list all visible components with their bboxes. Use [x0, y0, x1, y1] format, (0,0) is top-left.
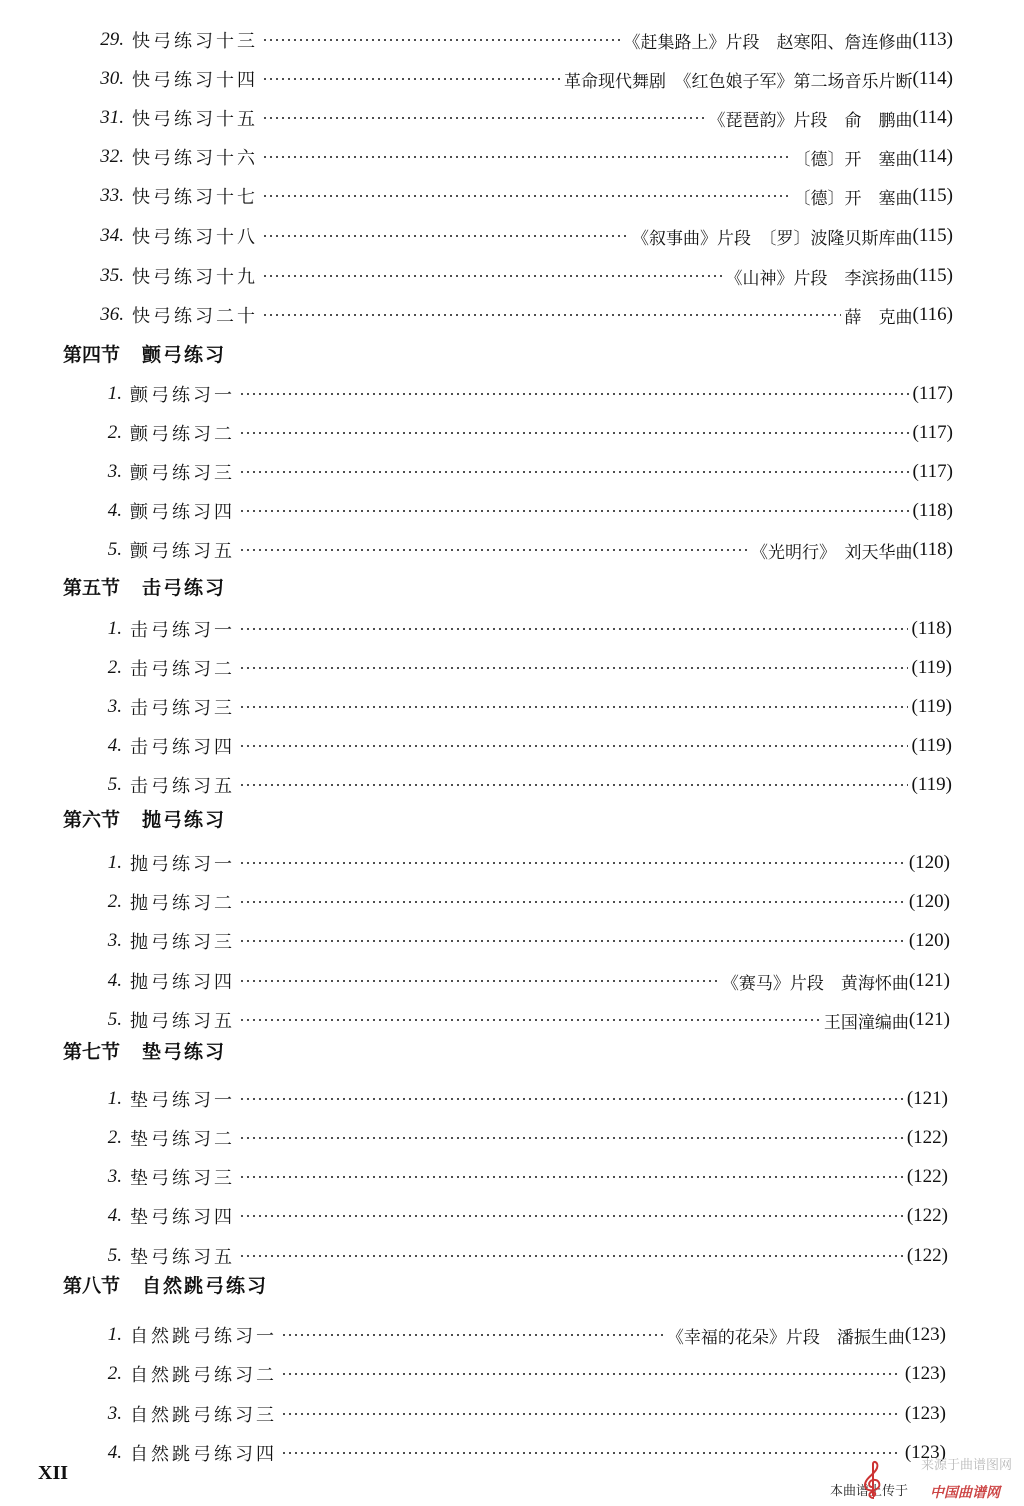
entry-title: 抛弓练习三: [130, 932, 235, 953]
toc-entry: [90, 1123, 948, 1153]
entry-number: 4.: [107, 735, 122, 756]
entry-page: (123): [904, 1403, 946, 1424]
dot-leader: [239, 510, 909, 512]
page-number: XII: [38, 1462, 69, 1484]
entry-page: (120): [908, 891, 950, 912]
watermark-source-text: 来源于曲谱图网: [920, 1458, 1012, 1473]
entry-number: 2.: [107, 1127, 122, 1148]
section-title: 击弓练习: [142, 576, 227, 599]
dot-leader: [262, 156, 790, 158]
entry-title: 快弓练习二十: [132, 306, 258, 327]
entry-number: 29.: [100, 29, 124, 50]
entry-page: (122): [906, 1166, 948, 1187]
watermark-upload-text: 本曲谱上传于: [830, 1484, 909, 1499]
toc-entry: [90, 692, 952, 722]
dot-leader: [239, 393, 909, 395]
entry-title: 快弓练习十七: [132, 187, 258, 208]
entry-number: 32.: [100, 146, 124, 167]
section-label: 第七节: [63, 1040, 121, 1063]
entry-source: 《光明行》 刘天华曲: [751, 542, 913, 563]
entry-title: 颤弓练习四: [130, 502, 235, 523]
entry-page: (113): [912, 29, 953, 50]
entry-title: 快弓练习十五: [132, 109, 258, 130]
entry-page: (117): [912, 422, 953, 443]
toc-entry: [90, 1162, 948, 1192]
entry-number: 4.: [107, 970, 122, 991]
entry-page: (123): [904, 1324, 946, 1345]
entry-number: 1.: [107, 852, 122, 873]
dot-leader: [262, 78, 560, 80]
entry-number: 1.: [107, 1324, 122, 1345]
watermark-brand-text: 中国曲谱网: [930, 1485, 1000, 1501]
toc-entry: [92, 221, 953, 251]
entry-number: 5.: [107, 1009, 122, 1030]
watermark: [830, 1454, 1020, 1504]
dot-leader: [281, 1373, 901, 1375]
entry-page: (121): [906, 1088, 948, 1109]
entry-title: 击弓练习二: [130, 659, 235, 680]
dot-leader: [262, 39, 620, 41]
entry-page: (117): [912, 461, 953, 482]
dot-leader: [262, 195, 790, 197]
entry-number: 30.: [100, 68, 124, 89]
entry-page: (119): [911, 735, 952, 756]
entry-page: (114): [912, 146, 953, 167]
dot-leader: [239, 1098, 903, 1100]
dot-leader: [239, 471, 909, 473]
toc-entry: [90, 1241, 948, 1271]
entry-page: (116): [912, 304, 953, 325]
toc-entry: [90, 614, 952, 644]
dot-leader: [239, 980, 718, 982]
toc-entry: [90, 496, 953, 526]
toc-entry: [90, 770, 952, 800]
section-label: 第八节: [63, 1274, 121, 1297]
entry-number: 4.: [107, 1205, 122, 1226]
entry-number: 33.: [100, 185, 124, 206]
toc-entry: [90, 1084, 948, 1114]
section-title: 颤弓练习: [142, 343, 227, 366]
entry-title: 自然跳弓练习二: [130, 1365, 277, 1386]
entry-source: 〔德〕开 塞曲: [793, 149, 913, 170]
entry-title: 自然跳弓练习四: [130, 1444, 277, 1465]
entry-number: 31.: [100, 107, 124, 128]
entry-number: 2.: [107, 891, 122, 912]
toc-entry: [92, 64, 953, 94]
dot-leader: [239, 432, 909, 434]
entry-number: 1.: [107, 1088, 122, 1109]
toc-entry: [92, 103, 953, 133]
entry-title: 颤弓练习三: [130, 463, 235, 484]
entry-title: 颤弓练习五: [130, 541, 235, 562]
entry-title: 击弓练习三: [130, 698, 235, 719]
entry-page: (121): [908, 970, 950, 991]
entry-number: 35.: [100, 265, 124, 286]
dot-leader: [239, 706, 908, 708]
dot-leader: [239, 901, 905, 903]
section-label: 第五节: [63, 576, 121, 599]
dot-leader: [239, 628, 908, 630]
dot-leader: [239, 1176, 903, 1178]
entry-title: 抛弓练习四: [130, 972, 235, 993]
toc-entry: [90, 418, 953, 448]
toc-entry: [90, 926, 950, 956]
entry-number: 2.: [107, 1363, 122, 1384]
toc-entry: [90, 457, 953, 487]
entry-number: 5.: [107, 1245, 122, 1266]
section-title: 自然跳弓练习: [142, 1274, 269, 1297]
toc-entry: [90, 1320, 946, 1350]
entry-page: (118): [912, 539, 953, 560]
dot-leader: [239, 667, 908, 669]
entry-source: 《琵琶韵》片段 俞 鹏曲: [708, 110, 913, 131]
entry-title: 击弓练习四: [130, 737, 235, 758]
section-heading: [63, 571, 226, 601]
dot-leader: [239, 784, 908, 786]
entry-page: (123): [904, 1442, 946, 1463]
toc-entry: [92, 25, 953, 55]
dot-leader: [239, 862, 905, 864]
entry-number: 3.: [107, 1166, 122, 1187]
toc-entry: [90, 653, 952, 683]
dot-leader: [239, 1137, 903, 1139]
entry-page: (118): [912, 500, 953, 521]
entry-number: 2.: [107, 422, 122, 443]
entry-page: (119): [911, 696, 952, 717]
entry-source: 〔德〕开 塞曲: [793, 188, 913, 209]
entry-title: 击弓练习五: [130, 776, 235, 797]
section-heading: [63, 338, 226, 368]
entry-number: 5.: [107, 539, 122, 560]
entry-title: 垫弓练习五: [130, 1247, 235, 1268]
entry-page: (122): [906, 1245, 948, 1266]
toc-entry: [90, 379, 953, 409]
entry-number: 34.: [100, 225, 124, 246]
section-heading: [63, 1269, 268, 1299]
section-label: 第四节: [63, 343, 121, 366]
entry-page: (118): [911, 618, 952, 639]
dot-leader: [239, 745, 908, 747]
entry-title: 快弓练习十四: [132, 70, 258, 91]
toc-entry: [90, 966, 950, 996]
entry-source: 王国潼编曲: [823, 1012, 909, 1033]
dot-leader: [281, 1413, 901, 1415]
dot-leader: [239, 1215, 903, 1217]
dot-leader: [281, 1334, 663, 1336]
section-heading: [63, 803, 226, 833]
entry-title: 自然跳弓练习一: [130, 1326, 277, 1347]
toc-entry: [92, 181, 953, 211]
dot-leader: [262, 235, 628, 237]
toc-entry: [90, 1201, 948, 1231]
toc-entry: [90, 535, 953, 565]
toc-entry: [90, 848, 950, 878]
entry-page: (122): [906, 1205, 948, 1226]
entry-source: 《赛马》片段 黄海怀曲: [721, 973, 909, 994]
entry-title: 快弓练习十六: [132, 148, 258, 169]
dot-leader: [239, 1019, 820, 1021]
section-heading: [63, 1035, 226, 1065]
entry-source: 薛 克曲: [844, 307, 913, 328]
entry-number: 3.: [107, 461, 122, 482]
entry-source: 《赶集路上》片段 赵寒阳、詹连修曲: [623, 32, 913, 53]
entry-title: 垫弓练习三: [130, 1168, 235, 1189]
toc-entry: [90, 1005, 950, 1035]
entry-page: (119): [911, 774, 952, 795]
entry-page: (123): [904, 1363, 946, 1384]
entry-source: 《幸福的花朵》片段 潘振生曲: [666, 1327, 905, 1348]
toc-entry: [90, 1399, 946, 1429]
entry-page: (114): [912, 68, 953, 89]
dot-leader: [262, 314, 841, 316]
entry-number: 3.: [107, 1403, 122, 1424]
treble-clef-icon: [860, 1460, 886, 1500]
entry-title: 抛弓练习五: [130, 1011, 235, 1032]
dot-leader: [239, 549, 747, 551]
entry-number: 36.: [100, 304, 124, 325]
entry-title: 垫弓练习一: [130, 1090, 235, 1111]
toc-entry: [92, 142, 953, 172]
entry-title: 击弓练习一: [130, 620, 235, 641]
entry-number: 1.: [107, 383, 122, 404]
entry-page: (120): [908, 852, 950, 873]
entry-number: 4.: [107, 1442, 122, 1463]
toc-entry: [90, 731, 952, 761]
entry-title: 垫弓练习四: [130, 1207, 235, 1228]
entry-page: (119): [911, 657, 952, 678]
dot-leader: [239, 1255, 903, 1257]
entry-number: 3.: [107, 930, 122, 951]
entry-page: (114): [912, 107, 953, 128]
entry-number: 3.: [107, 696, 122, 717]
entry-page: (122): [906, 1127, 948, 1148]
entry-title: 快弓练习十九: [132, 267, 258, 288]
entry-title: 抛弓练习一: [130, 854, 235, 875]
entry-number: 1.: [107, 618, 122, 639]
section-title: 抛弓练习: [142, 808, 227, 831]
entry-page: (115): [912, 185, 953, 206]
toc-entry: [92, 300, 953, 330]
entry-page: (121): [908, 1009, 950, 1030]
entry-page: (115): [912, 225, 953, 246]
dot-leader: [262, 275, 722, 277]
dot-leader: [262, 117, 705, 119]
entry-page: (115): [912, 265, 953, 286]
entry-title: 快弓练习十三: [132, 31, 258, 52]
entry-title: 垫弓练习二: [130, 1129, 235, 1150]
toc-entry: [90, 1438, 946, 1468]
entry-page: (117): [912, 383, 953, 404]
section-label: 第六节: [63, 808, 121, 831]
entry-number: 4.: [107, 500, 122, 521]
toc-entry: [90, 887, 950, 917]
entry-number: 2.: [107, 657, 122, 678]
toc-entry: [92, 261, 953, 291]
section-title: 垫弓练习: [142, 1040, 227, 1063]
dot-leader: [239, 940, 905, 942]
entry-title: 颤弓练习二: [130, 424, 235, 445]
entry-source: 革命现代舞剧 《红色娘子军》第二场音乐片断: [564, 71, 913, 92]
entry-title: 自然跳弓练习三: [130, 1405, 277, 1426]
entry-page: (120): [908, 930, 950, 951]
toc-entry: [90, 1359, 946, 1389]
entry-source: 《叙事曲》片段 〔罗〕波隆贝斯库曲: [632, 228, 913, 249]
entry-number: 5.: [107, 774, 122, 795]
entry-title: 快弓练习十八: [132, 227, 258, 248]
entry-title: 抛弓练习二: [130, 893, 235, 914]
entry-source: 《山神》片段 李滨扬曲: [725, 268, 913, 289]
entry-title: 颤弓练习一: [130, 385, 235, 406]
dot-leader: [281, 1452, 901, 1454]
